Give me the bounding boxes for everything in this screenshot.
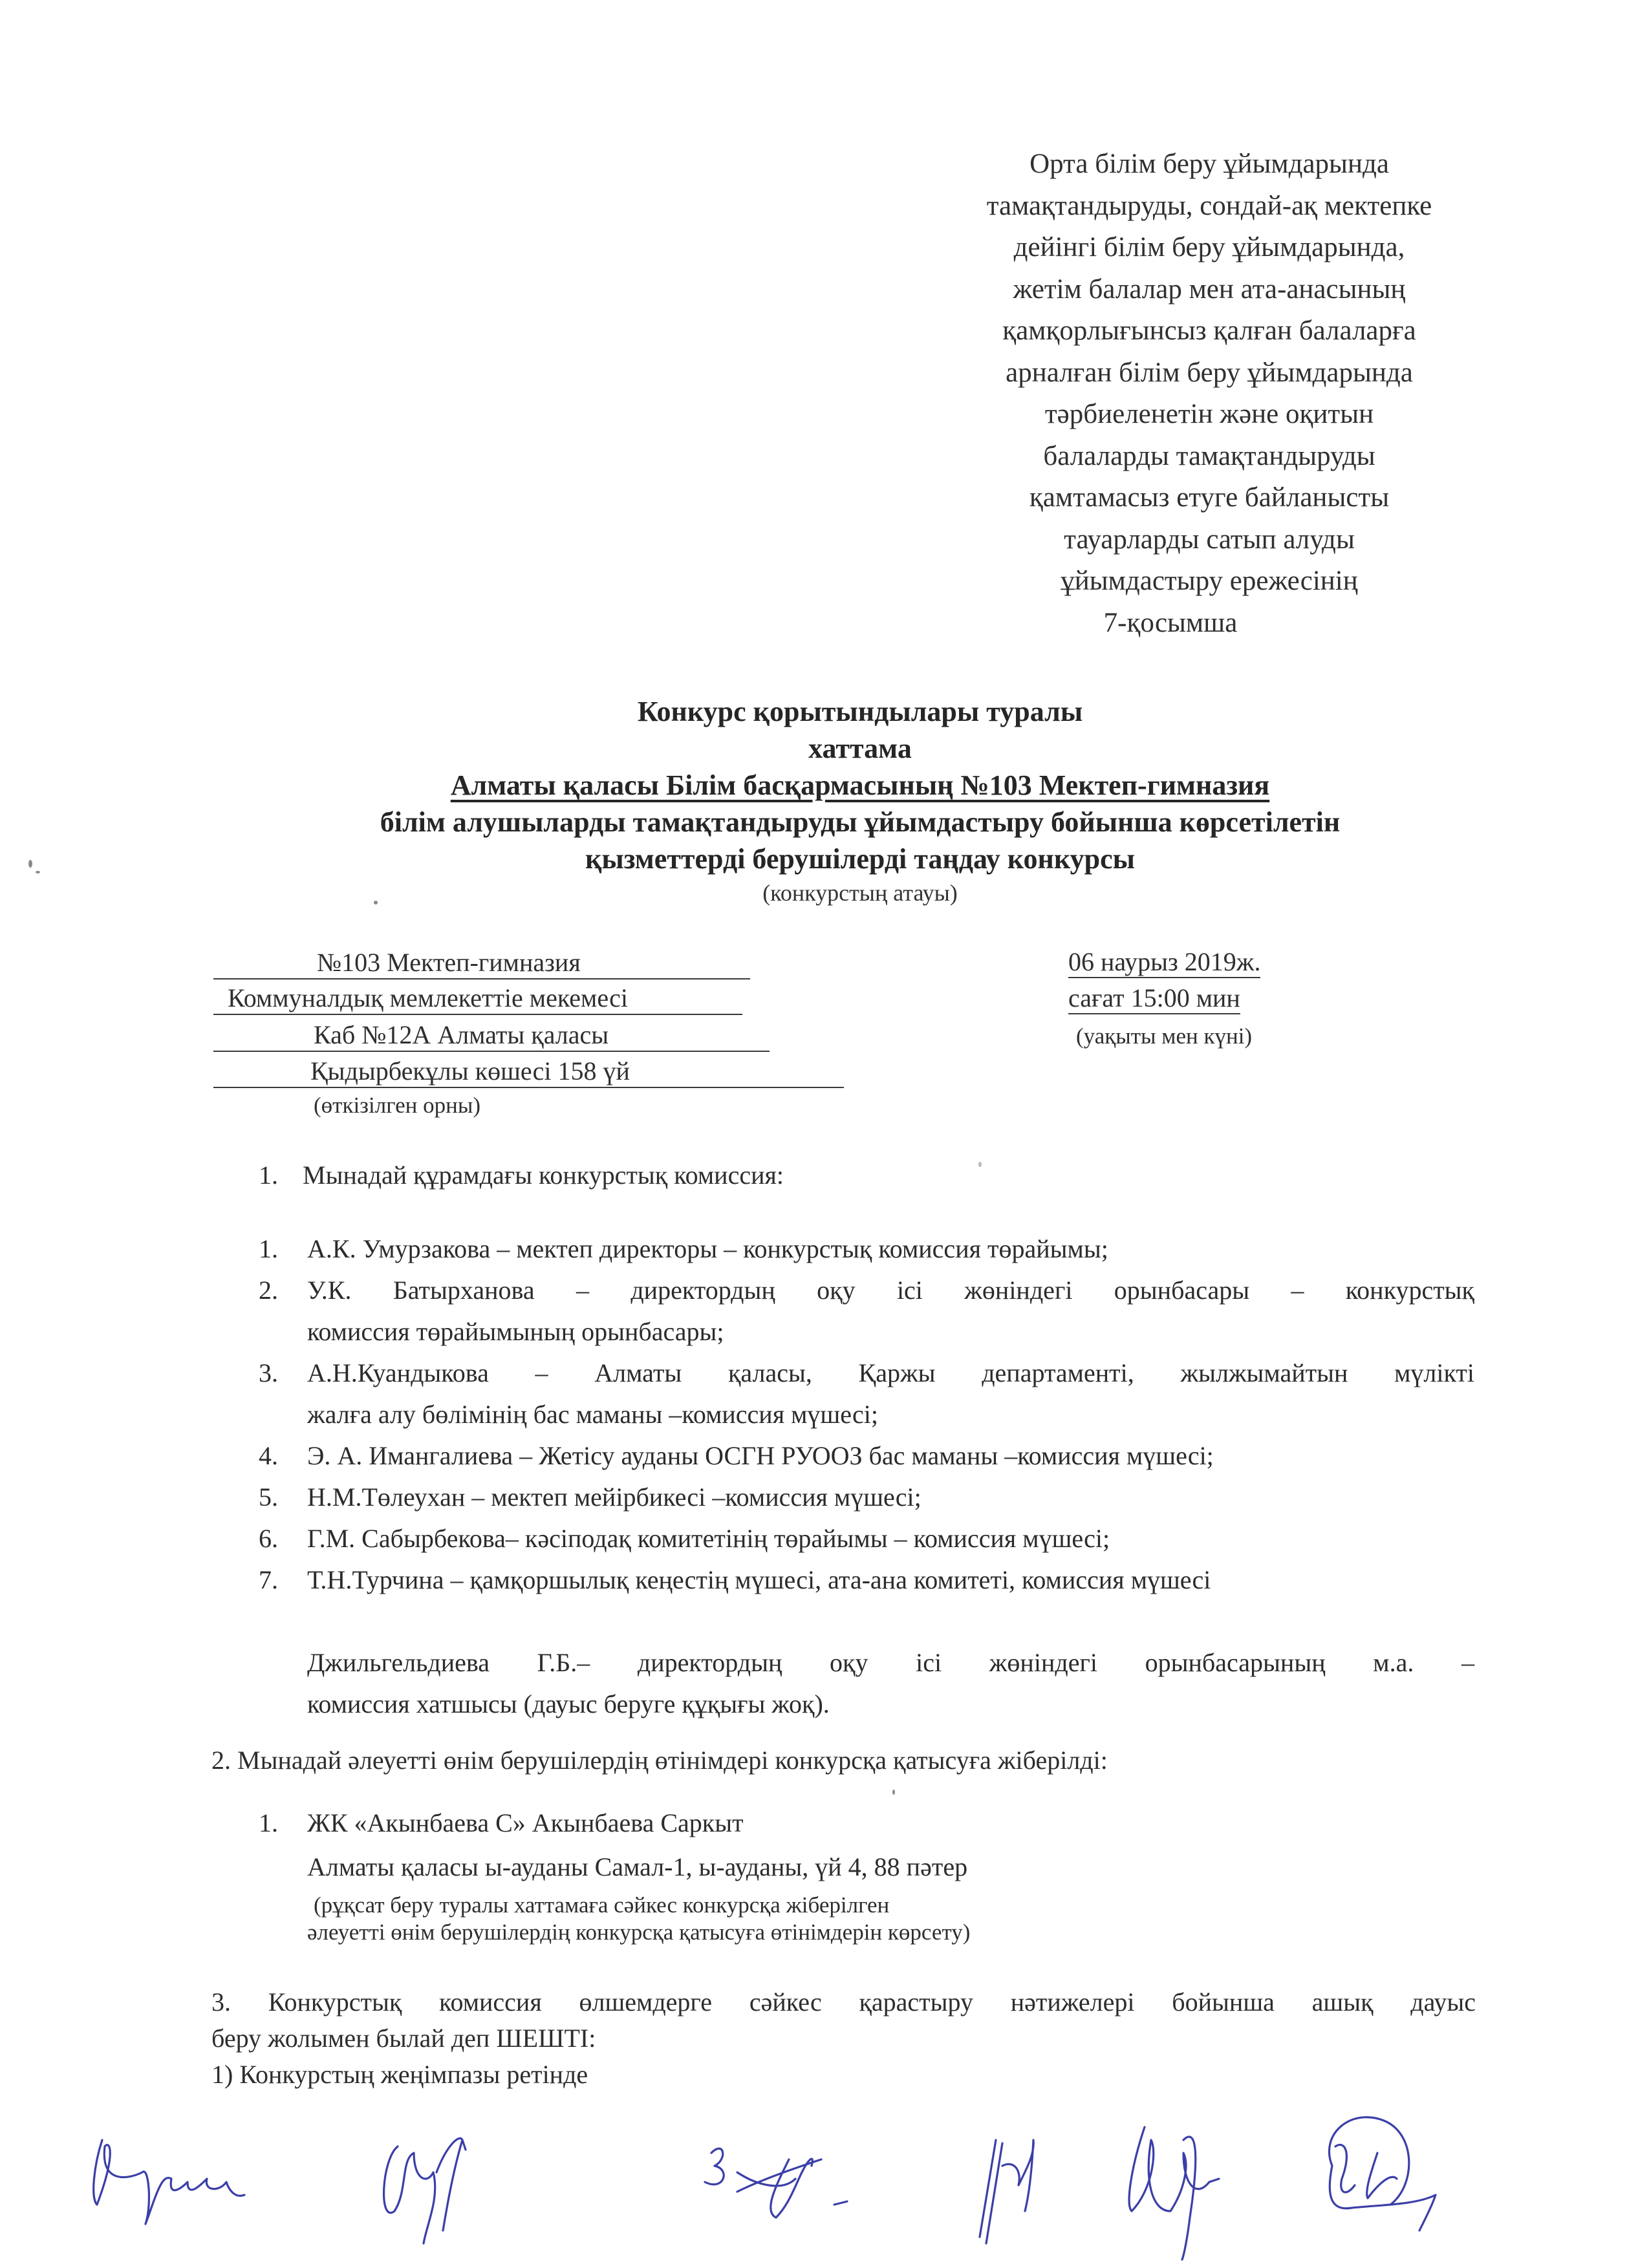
signature-icon [1293,2108,1442,2243]
supplier-item [259,1807,744,1839]
venue-line-underline [213,1056,844,1088]
appendix-line: қамқорлығынсыз қалған балаларға [1002,316,1416,346]
appendix-line: жетім балалар мен ата-анасының [1013,273,1406,305]
section-1-heading-text: Мынадай құрамдағы конкурстық комиссия: [303,1161,784,1190]
supplier-note-1: (рұқсат беру туралы хаттамаға сәйкес конкурсқа жіберілген [314,1892,890,1918]
datetime-caption: (уақыты мен күні) [1076,1023,1253,1049]
signature-icon [698,2134,905,2243]
section-3-line-1: 3. Конкурстық комиссия өлшемдерге сәйкес қарастыру нәтижелері бойынша ашық дауыс [211,1987,1476,2017]
secretary-text: Джильгельдиева Г.Б.– директордың оқу ісі жөніндегі орынбасарының м.а. – [307,1648,1474,1677]
supplier-note-2: әлеуетті өнім берушілердің конкурсқа қатысуға өтінімдерін көрсету) [307,1920,971,1945]
title-line-5: қызметтерді берушілерді таңдау конкурсы [585,843,1135,875]
section-1-number: 1. [259,1161,278,1190]
venue-line-underline [213,947,750,979]
member-text: А.К. Умурзакова – мектеп директоры – конкурстық комиссия төрайымы; [307,1234,1108,1263]
member-text: Н.М.Төлеухан – мектеп мейірбикесі –комиссия мүшесі; [307,1482,921,1512]
document-title [194,693,1526,908]
member-text-cont: комиссия төрайымының орынбасары; [307,1317,724,1346]
secretary-text-cont: комиссия хатшысы (дауыс беруге құқығы жоқ). [307,1689,830,1718]
member-text: Э. А. Имангалиева – Жетісу ауданы ОСГН РУООЗ бас маманы –комиссия мүшесі; [307,1441,1214,1470]
venue-caption: (өткізілген орны) [314,1093,481,1118]
appendix-line: Орта білім беру ұйымдарында [1029,149,1389,179]
appendix-line: дейінгі білім беру ұйымдарында, [1013,232,1405,262]
list-item-number: 5. [259,1482,278,1512]
list-item-number: 3. [259,1358,278,1387]
section-3-line-2: беру жолымен былай деп ШЕШТІ: [211,2024,596,2053]
scan-speck [892,1790,895,1795]
venue-address: Қыдырбекұлы көшесі 158 үй [310,1056,630,1086]
signature-icon [1112,2114,1248,2263]
title-caption: (конкурстың атауы) [762,880,958,906]
scan-speck [374,901,378,904]
list-item-number: 6. [259,1524,278,1553]
venue-line-underline [213,1020,770,1052]
member-text-cont: жалға алу бөлімінің бас маманы –комиссия мүшесі; [307,1400,878,1429]
organization-name: Алматы қаласы Білім басқармасының №103 Мектеп-гимназия [450,769,1270,801]
meeting-date: 06 наурыз 2019ж. [1068,947,1260,978]
member-text: Г.М. Сабырбекова– кәсіподақ комитетінің төрайымы – комиссия мүшесі; [307,1524,1110,1553]
scan-speck [28,860,32,868]
meeting-time: сағат 15:00 мин [1068,983,1240,1014]
supplier-number: 1. [259,1808,278,1837]
list-item-number: 7. [259,1565,278,1594]
list-item-number: 2. [259,1276,278,1305]
appendix-number: 7-қосымша [1103,607,1238,638]
decision-item-1: 1) Конкурстың жеңімпазы ретінде [211,2060,588,2089]
member-text: Т.Н.Турчина – қамқоршылық кеңестің мүшесі, ата-ана комитеті, комиссия мүшесі [307,1565,1211,1594]
signature-icon [957,2127,1048,2250]
venue-institution: Коммуналдық мемлекеттіе мекемесі [228,983,628,1012]
section-1-heading [259,1159,784,1192]
appendix-line: қамтамасыз етуге байланысты [1029,482,1390,513]
scan-speck [36,871,40,873]
member-text: А.Н.Куандыкова – Алматы қаласы, Қаржы департаменті, жылжымайтын мүлікті [307,1358,1474,1387]
appendix-line: тауарларды сатып алуды [1064,524,1355,555]
supplier-address: Алматы қаласы ы-ауданы Самал-1, ы-ауданы, үй 4, 88 пәтер [307,1852,968,1881]
scan-speck [978,1162,982,1167]
appendix-line: арналған білім беру ұйымдарында [1006,357,1413,388]
appendix-line: тамақтандыруды, сондай-ақ мектепке [986,190,1432,221]
venue-line-underline [213,983,742,1015]
appendix-line: ұйымдастыру ережесінің [1061,566,1358,596]
section-2-heading: 2. Мынадай әлеуетті өнім берушілердің өтінімдері конкурсқа қатысуға жіберілді: [211,1746,1108,1775]
appendix-line: тәрбиеленетін және оқитын [1044,399,1374,429]
list-item-number: 4. [259,1441,278,1470]
supplier-name: ЖК «Акынбаева С» Акынбаева Саркыт [307,1808,744,1837]
signature-icon [91,2127,246,2243]
member-text: У.К. Батырханова – директордың оқу ісі жөніндегі орынбасары – конкурстық [307,1276,1474,1305]
title-line-2: хаттама [808,733,912,764]
venue-school: №103 Мектеп-гимназия [317,948,581,977]
venue-room: Каб №12А Алматы қаласы [314,1020,609,1049]
title-line-1: Конкурс қорытындылары туралы [637,696,1083,727]
appendix-header [892,144,1526,644]
signature-icon [375,2121,479,2250]
appendix-line: балаларды тамақтандыруды [1043,440,1375,471]
list-item-number: 1. [259,1234,278,1263]
title-line-4: білім алушыларды тамақтандыруды ұйымдастыру бойынша көрсетілетін [380,806,1341,838]
